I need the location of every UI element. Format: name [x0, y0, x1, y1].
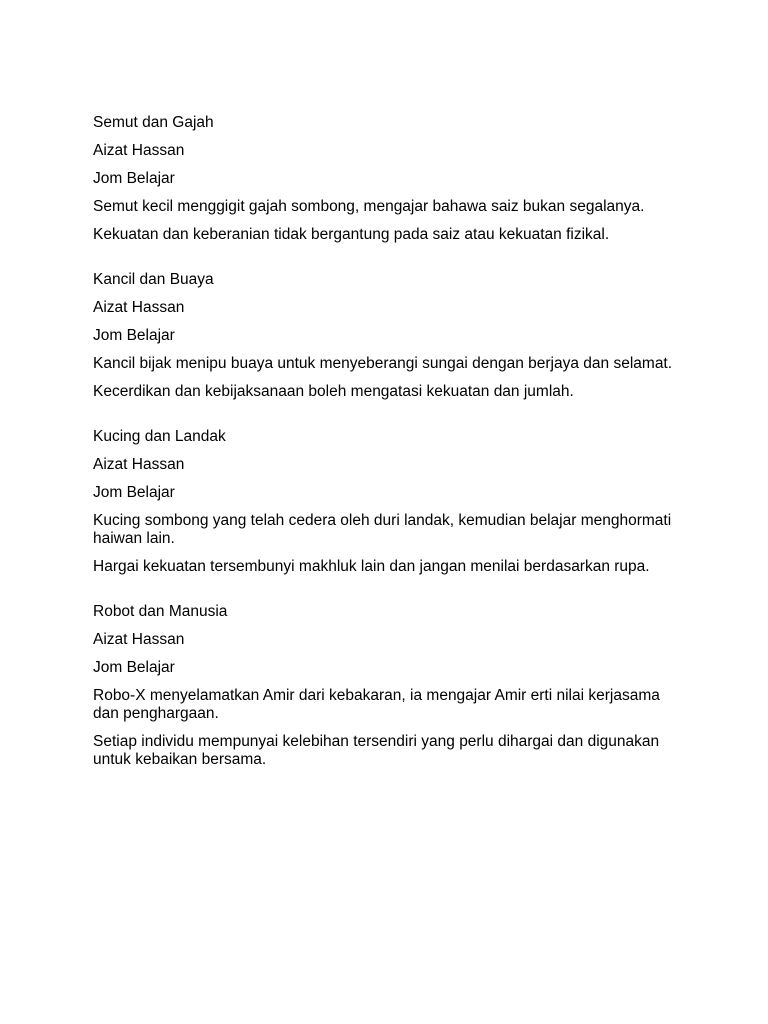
story-block	[93, 428, 683, 576]
story-summary: Kancil bijak menipu buaya untuk menyeberangi sungai dengan berjaya dan selamat.	[93, 355, 673, 372]
story-moral: Hargai kekuatan tersembunyi makhluk lain dan jangan menilai berdasarkan rupa.	[93, 558, 650, 575]
story-publisher: Jom Belajar	[93, 484, 175, 501]
story-title: Kancil dan Buaya	[93, 271, 214, 288]
story-block	[93, 271, 683, 401]
story-block	[93, 603, 683, 769]
story-block	[93, 114, 683, 244]
story-summary: Semut kecil menggigit gajah sombong, mengajar bahawa saiz bukan segalanya.	[93, 198, 645, 215]
story-author: Aizat Hassan	[93, 631, 185, 648]
story-title: Kucing dan Landak	[93, 428, 226, 445]
story-title: Semut dan Gajah	[93, 114, 214, 131]
story-summary: Robo-X menyelamatkan Amir dari kebakaran, ia mengajar Amir erti nilai kerjasama dan penghargaan.	[93, 687, 660, 722]
story-moral: Kekuatan dan keberanian tidak bergantung pada saiz atau kekuatan fizikal.	[93, 226, 610, 243]
story-publisher: Jom Belajar	[93, 170, 175, 187]
story-summary: Kucing sombong yang telah cedera oleh duri landak, kemudian belajar menghormati haiwan lain.	[93, 512, 672, 547]
story-author: Aizat Hassan	[93, 142, 185, 159]
story-author: Aizat Hassan	[93, 299, 185, 316]
story-moral: Setiap individu mempunyai kelebihan tersendiri yang perlu dihargai dan digunakan untuk kebaikan bersama.	[93, 733, 660, 768]
story-author: Aizat Hassan	[93, 456, 185, 473]
story-publisher: Jom Belajar	[93, 327, 175, 344]
story-moral: Kecerdikan dan kebijaksanaan boleh mengatasi kekuatan dan jumlah.	[93, 383, 574, 400]
document-page	[93, 114, 683, 796]
story-title: Robot dan Manusia	[93, 603, 228, 620]
story-publisher: Jom Belajar	[93, 659, 175, 676]
